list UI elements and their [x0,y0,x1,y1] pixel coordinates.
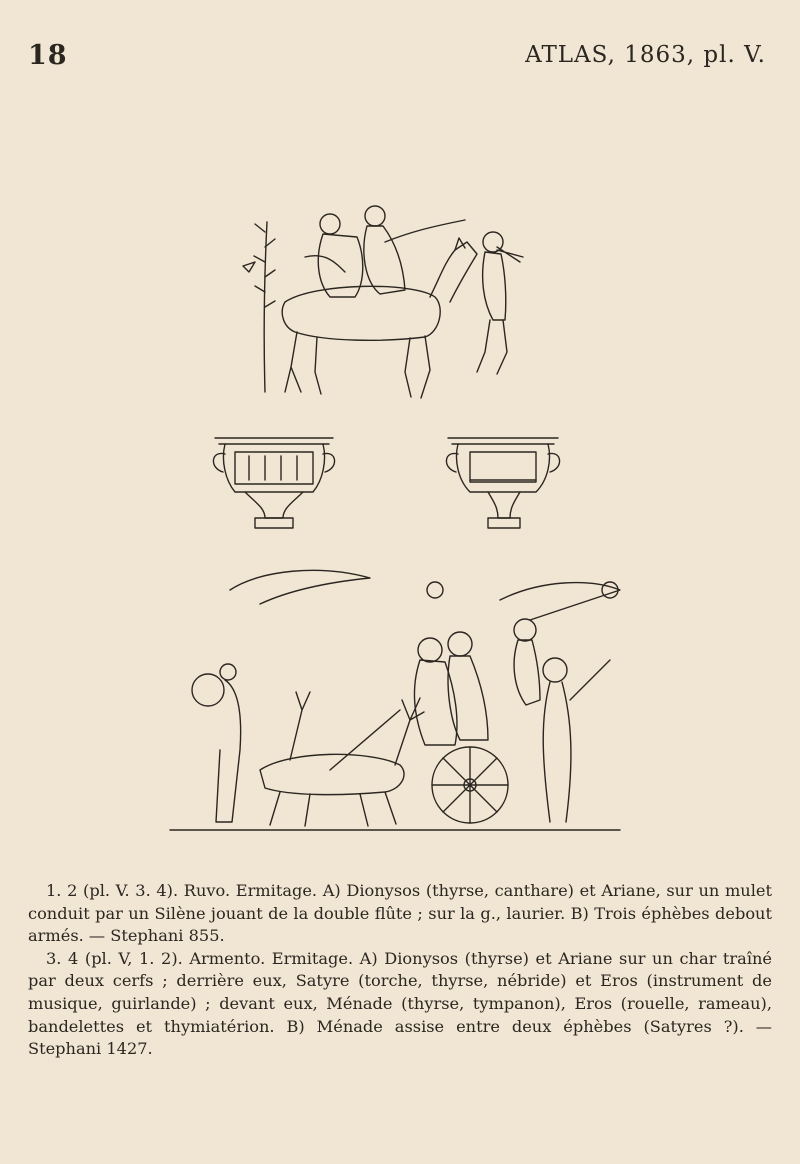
running-head: ATLAS, 1863, pl. V. [525,42,766,68]
figure-2-krater-ruvo [213,438,334,528]
figure-3-krater-armento [446,438,559,528]
caption-entry-2: 3. 4 (pl. V, 1. 2). Armento. Ermitage. A) Dionysos (thyrse) et Ariane sur un char traîné par deux cerfs ; derrière eux, Satyre (torche, thyrse, nébride) et Eros (instrument de musique, guirlande) ; devant eux, Ménade (thyrse, tympanon), Eros (rouelle, rameau), bandelettes et thymiatérion. B) Ménade assise entre deux éphèbes (Satyres ?). — Stephani 1427. [28,948,772,1059]
figure-4-dionysos-chariot-frieze [170,570,620,830]
plate-caption [28,880,772,1061]
page-number: 18 [28,40,68,71]
caption-entry-1: 1. 2 (pl. V. 3. 4). Ruvo. Ermitage. A) Dionysos (thyrse, canthare) et Ariane, sur un mulet conduit par un Silène jouant de la double flûte ; sur la g., laurier. B) Trois éphèbes debout armés. — Stephani 855. [28,881,772,946]
figure-1-dionysos-on-mule [243,206,523,398]
engraved-plate [150,190,650,850]
